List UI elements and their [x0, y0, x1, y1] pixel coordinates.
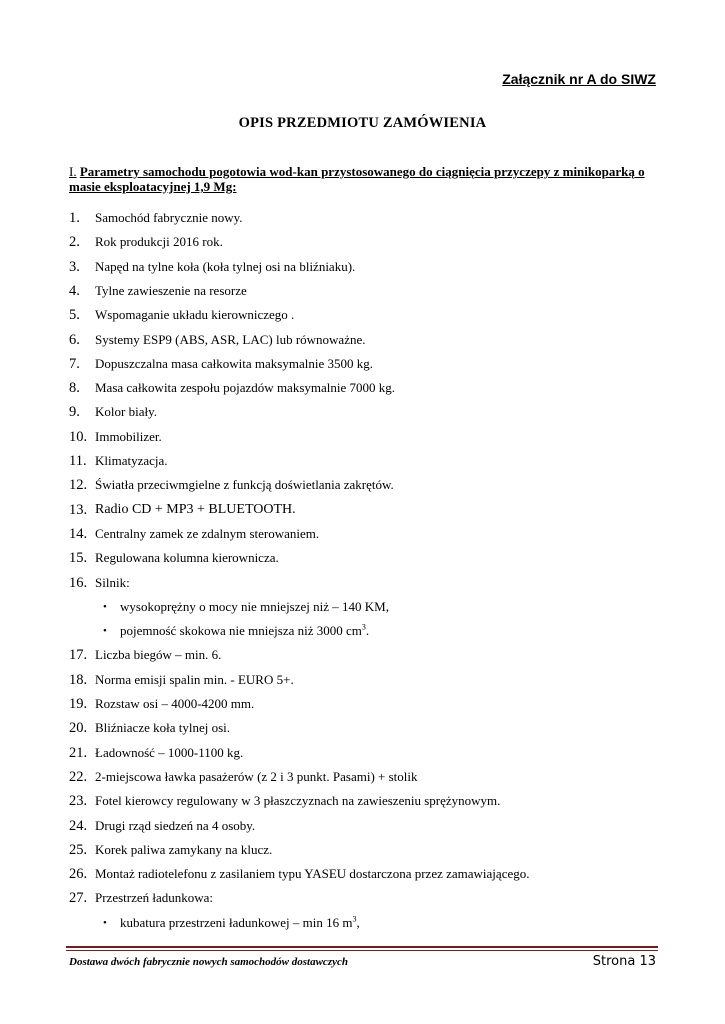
page-number: Strona 13: [592, 954, 656, 969]
footer-rule-thin: [66, 950, 658, 951]
annex-label: Załącznik nr A do SIWZ: [502, 71, 656, 87]
section-number: I.: [69, 164, 77, 179]
footer-title: Dostawa dwóch fabrycznie nowych samochodów dostawczych: [69, 956, 348, 968]
bullet-icon: •: [103, 625, 107, 638]
section-text: Parametry samochodu pogotowia wod-kan przystosowanego do ciągnięcia przyczepy z minikoparką o masie eksploatacyjnej 1,9 Mg:: [69, 164, 645, 194]
bullet-icon: •: [103, 600, 107, 613]
section-heading: [69, 164, 669, 194]
bullet-icon: •: [103, 916, 107, 929]
page-title: OPIS PRZEDMIOTU ZAMÓWIENIA: [238, 115, 487, 131]
footer-rule: [66, 946, 658, 948]
